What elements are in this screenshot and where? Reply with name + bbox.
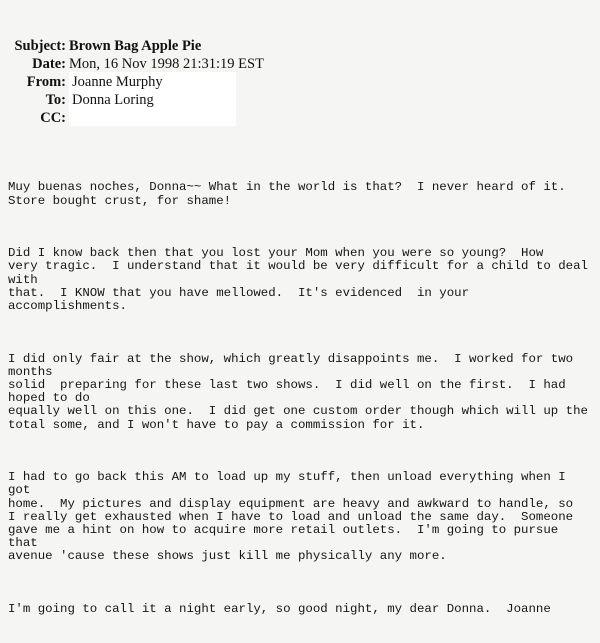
body-paragraph-2: Did I know back then that you lost your Mom when you were so young? How very tragic. I understand that it would be very difficult for a child to deal with that. I KNOW that you have mellowed. It's evidenced in your accomplishments.: [8, 246, 588, 314]
cc-label: CC:: [40, 110, 66, 126]
to-label: To:: [45, 92, 66, 108]
body-paragraph-5: I'm going to call it a night early, so good night, my dear Donna. Joanne: [8, 602, 551, 617]
date-value: Mon, 16 Nov 1998 21:31:19 EST: [69, 56, 264, 72]
body-paragraph-3: I did only fair at the show, which greatly disappoints me. I worked for two months solid preparing for these last two shows. I did well on the first. I had hoped to do equally well on this one. I did get one custom order though which will up the total some, and I won't have to pay a commission for it.: [8, 351, 588, 432]
from-value: Joanne Murphy: [72, 74, 163, 90]
body-paragraph-1: Muy buenas noches, Donna~~ What in the world is that? I never heard of it. Store bought crust, for shame!: [8, 180, 566, 208]
subject-label: Subject:: [14, 38, 66, 54]
body-paragraph-4: I had to go back this AM to load up my stuff, then unload everything when I got home. My pictures and display equipment are heavy and awkward to handle, so I really get exhausted when I have to load and unload the same day. Someone gave me a hint on how to acquire more retail outlets. I'm going to pursue that avenue 'cause these shows just kill me physically any more.: [8, 470, 574, 564]
date-label: Date:: [32, 56, 66, 72]
to-value: Donna Loring: [72, 92, 154, 108]
subject-value: Brown Bag Apple Pie: [69, 38, 202, 54]
from-label: From:: [26, 74, 66, 90]
email-body: [8, 155, 596, 643]
